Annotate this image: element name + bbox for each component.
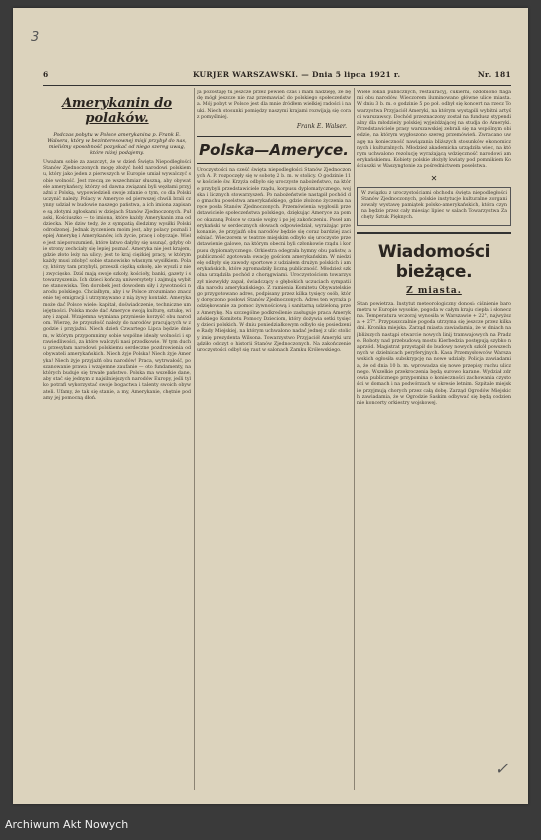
archive-footer: [0, 812, 541, 840]
column-1: [43, 90, 191, 790]
article-title: Polska—Ameryce.: [197, 136, 351, 164]
paper-title-date: KURJER WARSZAWSKI. — Dnia 5 lipca 1921 r.: [193, 70, 401, 79]
column-2: [197, 90, 351, 790]
section-subtitle: Z miasta.: [406, 285, 462, 296]
header-rule: [43, 85, 511, 86]
notice-box: W związku z uroczystościami obchodu święta niepodległości Stanów Zjednoczonych, polskie instytucje kulturalne zorganizowały wystawę pamiątek polsko-amerykańskich, która czynna będzie przez cały miesiąc lipiec w salach Towarzystwa Zachęty Sztuk Pięknych.: [357, 187, 511, 226]
column-3: [357, 90, 511, 790]
article-body: Uroczystości na cześć święta niepodległości Stanów Zjednoczonych A. P. rozpoczęły się w sobotę 2 b. m. w stolicy. O godzinie 11 w kościele św. Krzyża odbyło się uroczyste nabożeństwo, na które przybyli przedstawiciele rządu, korpusu dyplomatycznego, wojska i licznych stowarzyszeń. Po nabożeństwie nastąpił pochód do gmachu poselstwa amerykańskiego, gdzie złożono życzenia na ręce posła Stanów Zjednoczonych. Przemówienia wygłosili przedstawiciele społeczeństwa polskiego, dziękując Ameryce za pomoc okazaną Polsce w czasie wojny i po jej zakończeniu. Poseł amerykański w serdecznych słowach odpowiedział, wyrażając przekonanie, że przyjaźń obu narodów będzie się coraz bardziej zacieśniać. Wieczorem w teatrze miejskim odbyło się uroczyste przedstawienie galowe, na którym obecni byli członkowie rządu i korpusu dyplomatycznego. Orkiestra odegrała hymny obu państw, a publiczność zgotowała owację gościom amerykańskim. W niedzielę odbyły się zawody sportowe z udziałem drużyn polskich i amerykańskich, które zgromadziły liczną publiczność. Młodzież szkolna urządziła pochód z chorągwiami. Uroczystościom towarzyszył niezwykły zapał, świadczący o głębokich uczuciach sympatii dla narodu amerykańskiego. Z ramienia Komitetu Obywatelskiego przygotowano adres, podpisany przez kilka tysięcy osób, który doręczono posłowi Stanów Zjednoczonych. Adres ten wyraża podziękowanie za pomoc żywnościową i sanitarną udzieloną przez Amerykę. Na szczególne podkreślenie zasługuje praca Amerykańskiego Komitetu Pomocy Dzieciom, który dożywia setki tysięcy dzieci polskich. W dniu poniedziałkowym odbyło się posiedzenie Rady Miejskiej, na którym uchwalono nadać jednej z ulic stolicy imię prezydenta Wilsona. Towarzystwo Przyjaciół Ameryki urządziło odczyt o historii Stanów Zjednoczonych. Na zakończenie uroczystości odbył się raut w salonach Zamku Królewskiego.: [197, 168, 351, 353]
newspaper-page: [13, 8, 528, 804]
newspaper-header: [43, 68, 511, 84]
separator-cross: ✕: [430, 173, 438, 183]
issue-number: Nr. 181: [477, 70, 511, 79]
column-rule: [354, 88, 355, 790]
section-body: Stan powietrza. Instytut meteorologiczny donosi: ciśnienie barometru w Europie wysokie, pogoda w całym kraju ciepła i słoneczna. Temperatura wczoraj wynosiła w Warszawie + 22°, najwyższa + 27°. Przypuszczalnie pogoda utrzyma się jeszcze przez kilka dni. Kronika miejska. Zarząd miasta zawiadamia, że w dniach najbliższych nastąpi otwarcie nowych linij tramwajowych na Pradze. Roboty nad przebudową mostu Kierbedzia postępują szybko naprzód. Magistrat przystąpił do budowy nowych szkół powszechnych w dzielnicach peryferyjnych. Kasa Przemysłowców Warszawskich ogłosiła subskrypcję na nowe udziały. Policja zawiadamia, że od dnia 10 b. m. wprowadza się nowe przepisy ruchu ulicznego. Wszelkie przekroczenia będą surowo karane. Wydział zdrowia publicznego przypomina o konieczności zachowania czystości w domach i na podwórzach w okresie letnim. Szpitale miejskie przyjmują chorych przez całą dobę. Zarząd Ogrodów Miejskich zawiadamia, że w Ogrodzie Saskim odbywać się będą codziennie koncerty orkiestry wojskowej.: [357, 301, 511, 406]
article-title: Amerykanin do polaków.: [61, 96, 173, 126]
page-number: 6: [43, 70, 49, 79]
article-lead: Podczas pobytu w Polsce amerykanina p. Frank E. Walsera, który w bezinteresownej misji przybył do nas, mieliśmy sposobność pozyskać od niego szereg uwag, które niżej podajemy.: [47, 132, 187, 156]
article-continuation: Ja pozostaję tu jeszcze przez pewien czas i mam nadzieję, że będę mógł jeszcze nie raz przemawiać do polskiego społeczeństwa. Mój pobyt w Polsce jest dla mnie źródłem wielkiej radości i nauki. Niech stosunki pomiędzy naszymi krajami rozwijają się coraz pomyślniej.: [197, 90, 351, 120]
pencil-mark: ✓: [494, 759, 508, 778]
archive-name: Archiwum Akt Nowych: [5, 818, 129, 831]
section-title: Wiadomości bieżące.: [357, 232, 511, 282]
article-body: Uważam sobie za zaszczyt, że w dzień Święta Niepodległości Stanów Zjednoczonych mogę złożyć hołd narodowi polskiemu, który jako jeden z pierwszych w Europie umiał wywalczyć sobie wolność. Jest rzeczą ze wszechmiar słuszną, aby obywatele amerykańscy, którzy od dawna związani byli węzłami przyjaźni z Polską, wypowiedzieli swoje zdanie o tym, co dla Polski uczynić należy. Polacy w Ameryce od pierwszej chwili brali czynny udział w budowie naszego państwa, a ich imiona zapisane są złotymi zgłoskami w dziejach Stanów Zjednoczonych. Pułaski, Kościuszko — to imiona, które każdy Amerykanin zna od dziecka. Nie dziw tedy, że z sympatią śledzimy wysiłki Polski odrodzonej. Jednak życzeniem moim jest, aby polacy poznali lepiej Amerykę i Amerykanów, ich życie, pracę i obyczaje. Wiele jest nieporozumień, które łatwo dałyby się usunąć, gdyby obie strony zechciały się lepiej poznać. Ameryka nie jest krajem, gdzie złoto leży na ulicy; jest to kraj ciężkiej pracy, w którym każdy musi zdobyć sobie stanowisko własnym wysiłkiem. Polacy, którzy tam przybyli, przeszli ciężką szkołę, ale wyszli z niej zwycięsko. Dziś mają swoje szkoły, kościoły, banki, gazety i stowarzyszenia. Ich dzieci kończą uniwersytety i zajmują wybitne stanowiska. Ten dorobek jest dowodem siły i żywotności narodu polskiego. Chciałbym, aby i w Polsce zrozumiano znaczenie tej emigracji i utrzymywano z nią żywy kontakt. Ameryka może dać Polsce wiele: kapitał, doświadczenie, techniczne umiejętności. Polska może dać Ameryce swoją kulturę, sztukę, wiarę i zapał. Wzajemna wymiana przyniesie korzyść obu narodom. Wierzę, że przyszłość należy do narodów pracujących w zgodzie i przyjaźni. Niech dzień Czwartego Lipca będzie dniem, w którym przypomnimy sobie wspólne ideały wolności i sprawiedliwości, za które walczyli nasi przodkowie. W tym duchu przesyłam narodowi polskiemu serdeczne pozdrowienia od obywateli amerykańskich. Niech żyje Polska! Niech żyje Ameryka! Niech żyje przyjaźń obu narodów! Praca, wytrwałość, poszanowanie prawa i wzajemne zaufanie — oto fundamenty, na których buduje się trwałe państwo. Polska ma wszelkie dane, aby stać się jednym z najsilniejszych narodów Europy, jeśli tylko potrafi wykorzystać swoje bogactwa i talenty swoich obywateli. Ufamy, że tak się stanie, a my, Amerykanie, chętnie podamy jej pomocną dłoń.: [43, 160, 191, 401]
column-rule: [194, 88, 195, 790]
article-continuation: Wiele lokali publicznych, restauracyj, cukierni, ozdobiono flagami obu narodów. Wieczorem iluminowano główne ulice miasta. W dniu 3 b. m. o godzinie 5 po poł. odbył się koncert na rzecz Towarzystwa Przyjaciół Ameryki, na którym wystąpili wybitni artyści warszawscy. Dochód przeznaczony został na fundusz stypendialny dla młodzieży polskiej wyjeżdżającej na studja do Ameryki. Przedstawiciele prasy warszawskiej zebrali się na wspólnym obiedzie, na którym wygłoszono szereg przemówień. Zwracano uwagę na konieczność nawiązania bliższych stosunków ekonomicznych i kulturalnych. Młodzież akademicka urządziła wiec, na którym uchwalono rezolucję wyrażającą wdzięczność narodowi amerykańskiemu. Kobiety polskie złożyły kwiaty pod pomnikiem Kościuszki w Waszyngtonie za pośrednictwem poselstwa.: [357, 90, 511, 170]
pencil-page-number: 3: [31, 30, 40, 45]
article-signature: Frank E. Walser.: [296, 123, 347, 131]
